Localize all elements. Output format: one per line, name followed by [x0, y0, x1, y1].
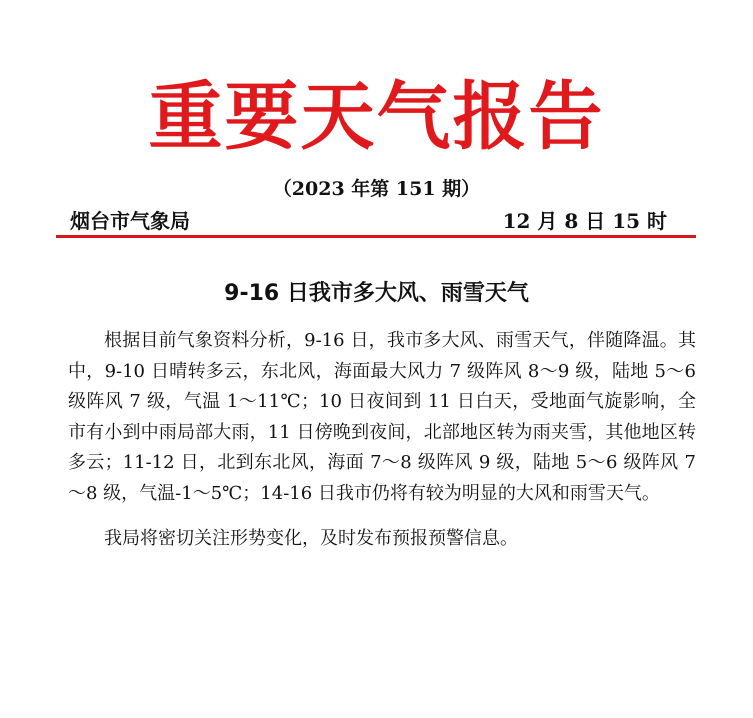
- issuing-agency: 烟台市气象局: [70, 209, 190, 233]
- header-divider: [56, 235, 696, 238]
- issue-number: （2023 年第 151 期）: [272, 178, 481, 200]
- body-paragraph: 我局将密切关注形势变化，及时发布预报预警信息。: [104, 527, 518, 549]
- report-headline: 9-16 日我市多大风、雨雪天气: [224, 281, 529, 306]
- issue-time: 12 月 8 日 15 时: [502, 209, 667, 233]
- report-body: [68, 326, 696, 554]
- body-paragraph: 根据目前气象资料分析，9-16 日，我市多大风、雨雪天气，伴随降温。其中，9-10 日晴转多云，东北风，海面最大风力 7 级阵风 8～9 级，陆地 5～6 级阵风 7 级，气温 1～11℃；10 日夜间到 11 日白天，受地面气旋影响，全市有小到中雨局部大雨，11 日傍晚到夜间，北部地区转为雨夹雪，其他地区转多云；11-12 日，北到东北风，海面 7～8 级阵风 9 级，陆地 5～6 级阵风 7～8 级，气温-1～5℃；14-16 日我市仍将有较为明显的大风和雨雪天气。: [68, 330, 696, 504]
- report-banner-title: 重要天气报告: [148, 74, 605, 160]
